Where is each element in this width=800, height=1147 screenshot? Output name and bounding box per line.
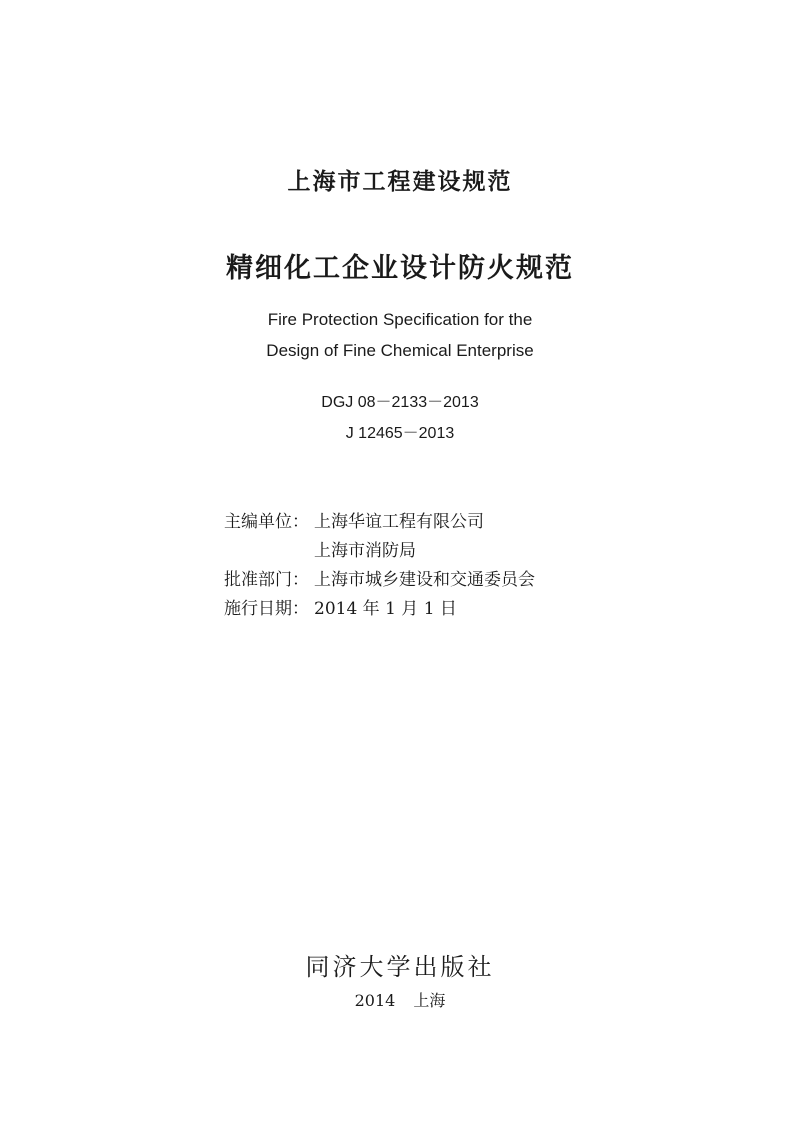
publication-city: 上海 [413,991,446,1010]
publisher-name: 同济大学出版社 [305,953,495,981]
series-title: 上海市工程建设规范 [287,169,513,195]
editor-row-2 [224,537,535,566]
approver-label: 批准部门： [224,570,309,590]
effective-date-row [224,595,535,624]
editor-value: 上海华谊工程有限公司 [314,512,484,532]
publication-place-year [0,988,800,1011]
effective-date-value: 2014 年 1 月 1 日 [314,599,457,619]
editor-value-2: 上海市消防局 [314,541,416,561]
editor-row [224,508,535,537]
indent-spacer [224,537,314,566]
editor-label: 主编单位： [224,512,309,532]
standard-code: DGJ 08－2133－2013 [321,394,479,411]
publication-year: 2014 [354,991,396,1010]
effective-date-label: 施行日期： [224,599,309,619]
document-title-english-line-2: Design of Fine Chemical Enterprise [266,341,534,360]
document-title-english-line-1: Fire Protection Specification for the [267,310,533,329]
approver-value: 上海市城乡建设和交通委员会 [314,570,535,590]
approver-row [224,566,535,595]
record-number: J 12465－2013 [345,425,455,442]
document-title-chinese: 精细化工企业设计防火规范 [226,253,574,284]
publication-info [224,508,535,624]
